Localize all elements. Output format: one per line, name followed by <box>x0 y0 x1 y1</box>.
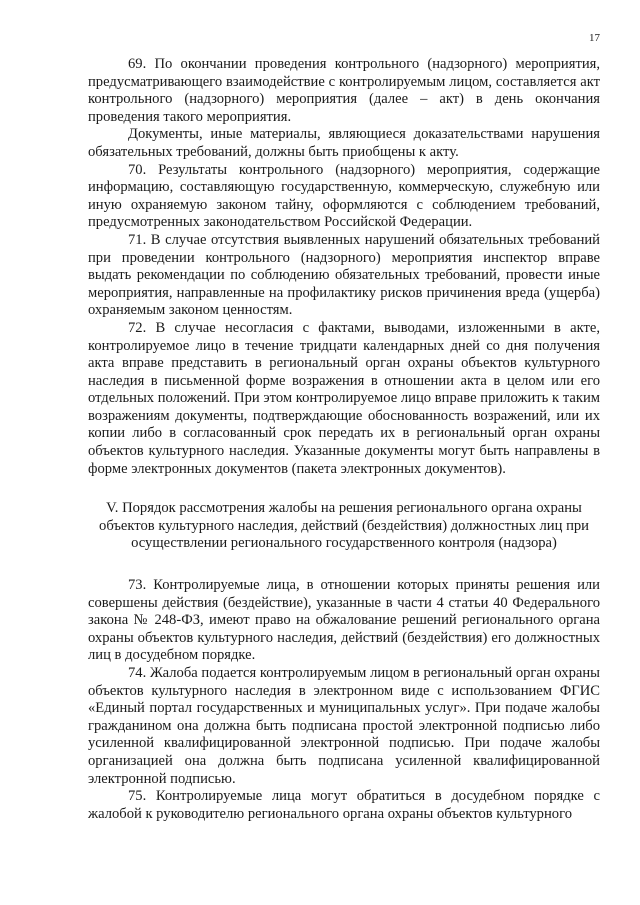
paragraph-73: 73. Контролируемые лица, в отношении которых приняты решения или совершены действия (бездействие), указанные в части 4 статьи 40 Федерального закона № 248-ФЗ, имеют право на обжалование решений регионального органа охраны объектов культурного наследия, действий (бездействия) его должностных лиц в досудебном порядке. <box>88 577 600 664</box>
section-heading: V. Порядок рассмотрения жалобы на решения регионального органа охраны объектов культурного наследия, действий (бездействия) должностных лиц при осуществлении регионального государственного контроля (надзора) <box>99 500 589 552</box>
section-body-before <box>88 56 600 478</box>
paragraph-70: 70. Результаты контрольного (надзорного) мероприятия, содержащие информацию, составляющую государственную, коммерческую, служебную или иную охраняемую законом тайну, оформляются с соблюдением требований, предусмотренных законодательством Российской Федерации. <box>88 161 600 231</box>
paragraph-75: 75. Контролируемые лица могут обратиться в досудебном порядке с жалобой к руководителю регионального органа охраны объектов культурного <box>88 788 600 822</box>
section-body-after <box>88 577 600 823</box>
page-number: 17 <box>589 32 600 44</box>
paragraph-69-documents: Документы, иные материалы, являющиеся доказательствами нарушения обязательных требований, должны быть приобщены к акту. <box>88 126 600 160</box>
paragraph-74: 74. Жалоба подается контролируемым лицом в региональный орган охраны объектов культурного наследия в электронном виде с использованием ФГИС «Единый портал государственных и муниципальных услуг». При подаче жалобы гражданином она должна быть подписана простой электронной подписью либо усиленной квалифицированной электронной подписью. При подаче жалобы организацией она должна быть подписана усиленной квалифицированной электронной подписью. <box>88 665 600 787</box>
paragraph-71: 71. В случае отсутствия выявленных нарушений обязательных требований при проведении контрольного (надзорного) мероприятия инспектор вправе выдать рекомендации по соблюдению обязательных требований, провести иные мероприятия, направленные на профилактику рисков причинения вреда (ущерба) охраняемым законом ценностям. <box>88 231 600 319</box>
paragraph-69: 69. По окончании проведения контрольного (надзорного) мероприятия, предусматривающего взаимодействие с контролируемым лицом, составляется акт контрольного (надзорного) мероприятия (далее – акт) в день окончания проведения такого мероприятия. <box>88 56 600 125</box>
paragraph-72: 72. В случае несогласия с фактами, выводами, изложенными в акте, контролируемое лицо в течение тридцати календарных дней со дня получения акта вправе представить в региональный орган охраны объектов культурного наследия в письменной форме возражения в отношении акта в целом или его отдельных положений. При этом контролируемое лицо вправе приложить к таким возражениям документы, подтверждающие обоснованность возражений, или их копии либо в согласованный срок передать их в региональный орган охраны объектов культурного наследия. Указанные документы могут быть направлены в форме электронных документов (пакета электронных документов). <box>88 319 600 477</box>
